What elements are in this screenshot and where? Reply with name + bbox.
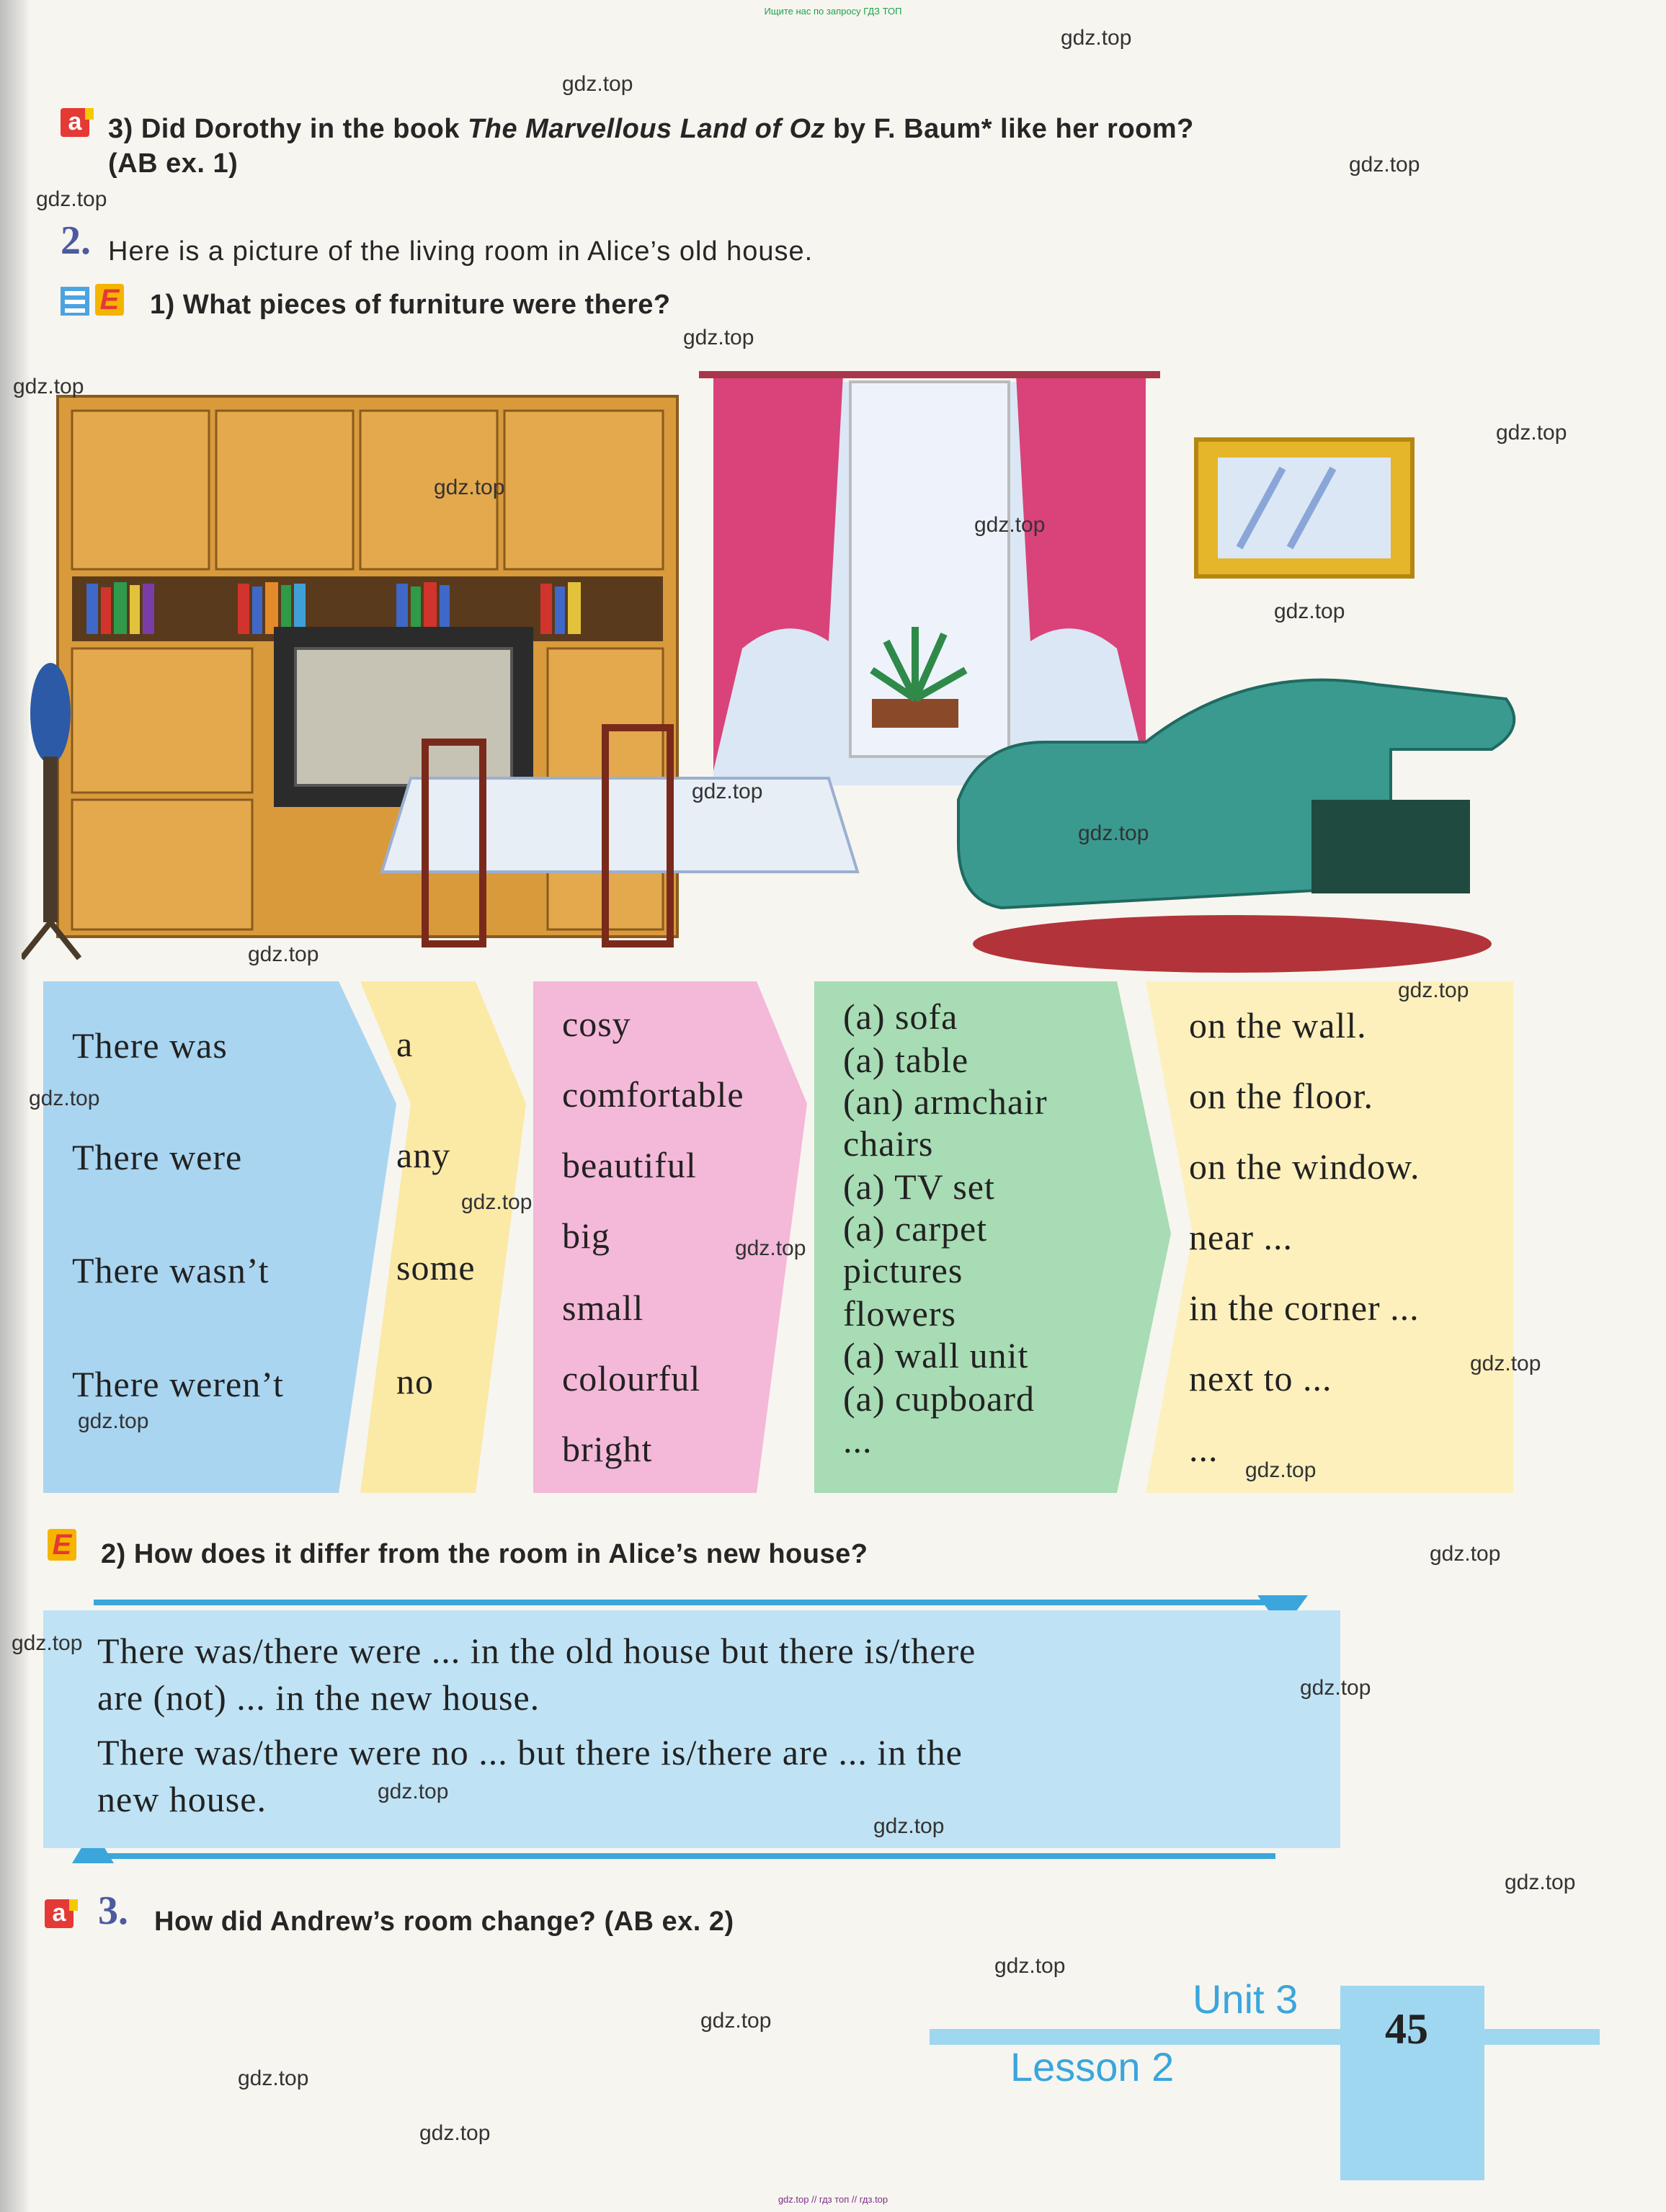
place-item: next to ...	[1189, 1358, 1332, 1399]
furniture-item: (a) TV set	[843, 1167, 995, 1207]
watermark: gdz.top	[735, 1236, 806, 1260]
list-icon	[61, 287, 89, 316]
furniture-item: (a) carpet	[843, 1208, 988, 1249]
watermark: gdz.top	[378, 1780, 449, 1803]
watermark: gdz.top	[1078, 821, 1149, 845]
living-room-illustration	[22, 339, 1556, 987]
top-note: Ищите нас по запросу ГДЗ ТОП	[764, 6, 902, 17]
determiner-some: some	[396, 1247, 476, 1288]
watermark: gdz.top	[12, 1631, 83, 1655]
watermark: gdz.top	[1398, 978, 1469, 1002]
place-item: on the window.	[1189, 1146, 1420, 1187]
watermark: gdz.top	[974, 513, 1046, 537]
furniture-item: (an) armchair	[843, 1082, 1048, 1122]
watermark: gdz.top	[700, 2009, 772, 2033]
place-item: near ...	[1189, 1217, 1293, 1257]
furniture-item: flowers	[843, 1293, 956, 1334]
watermark: gdz.top	[562, 72, 633, 96]
activity-book-icon: a	[45, 1899, 74, 1928]
table-column-determiner	[396, 981, 540, 1493]
footer-bar	[930, 2029, 1600, 2045]
unit-label: Unit 3	[1193, 1976, 1298, 2022]
activity-book-icon: a	[61, 108, 89, 137]
adjective-item: big	[562, 1216, 610, 1256]
exercise-2-question-1: 1) What pieces of furniture were there?	[150, 290, 671, 320]
phrase-there-were: There were	[72, 1137, 243, 1177]
watermark: gdz.top	[1300, 1676, 1371, 1700]
place-item: on the wall.	[1189, 1005, 1367, 1045]
watermark: gdz.top	[873, 1814, 945, 1838]
pattern-line-2: are (not) ... in the new house.	[97, 1677, 540, 1718]
watermark: gdz.top	[1274, 599, 1345, 623]
place-item: in the corner ...	[1189, 1288, 1420, 1328]
watermark: gdz.top	[29, 1087, 100, 1110]
adjective-item: colourful	[562, 1358, 701, 1399]
exercise-1-question-3	[108, 114, 1194, 145]
watermark: gdz.top	[1349, 153, 1420, 177]
watermark: gdz.top	[419, 2121, 491, 2145]
q3-label: 3) Did Dorothy in the book	[108, 114, 468, 144]
furniture-item: chairs	[843, 1123, 934, 1164]
determiner-no: no	[396, 1361, 434, 1401]
furniture-item: (a) cupboard	[843, 1378, 1035, 1419]
exercise-2-number: 2.	[61, 218, 91, 263]
place-item: ...	[1189, 1429, 1219, 1469]
furniture-item: (a) wall unit	[843, 1335, 1029, 1375]
lesson-label: Lesson 2	[1010, 2044, 1175, 2090]
watermark: gdz.top	[1496, 421, 1567, 445]
adjective-item: cosy	[562, 1004, 631, 1044]
table-column-place	[1189, 981, 1520, 1493]
table-column-furniture	[843, 981, 1146, 1493]
bottom-note: gdz.top // гдз топ // гдз.top	[778, 2194, 888, 2205]
adjective-item: beautiful	[562, 1145, 697, 1185]
adjective-item: bright	[562, 1429, 653, 1469]
furniture-item: (a) sofa	[843, 996, 958, 1037]
exercise-3-number: 3.	[98, 1888, 128, 1933]
watermark: gdz.top	[238, 2066, 309, 2090]
exercise-2-question-2: 2) How does it differ from the room in Alice’s new house?	[101, 1539, 868, 1569]
q3-rest: by F. Baum* like her room?	[825, 114, 1194, 144]
watermark: gdz.top	[683, 326, 754, 349]
watermark: gdz.top	[1061, 26, 1132, 50]
watermark: gdz.top	[461, 1190, 533, 1214]
furniture-item: ...	[843, 1420, 873, 1460]
adjective-item: small	[562, 1288, 644, 1328]
exercise-1-ref: (AB ex. 1)	[108, 148, 239, 179]
page-number: 45	[1385, 2005, 1428, 2053]
phrase-there-was: There was	[72, 1025, 228, 1066]
pattern-box	[43, 1610, 1340, 1848]
watermark: gdz.top	[1245, 1458, 1317, 1482]
watermark: gdz.top	[78, 1409, 149, 1433]
speaking-icon: E	[95, 284, 124, 316]
phrase-there-wasnt: There wasn’t	[72, 1250, 270, 1290]
phrase-there-werent: There weren’t	[72, 1364, 284, 1404]
watermark: gdz.top	[994, 1954, 1066, 1978]
window-picture	[699, 375, 1160, 785]
watermark: gdz.top	[434, 476, 505, 499]
watermark: gdz.top	[13, 375, 84, 398]
watermark: gdz.top	[1505, 1870, 1576, 1894]
adjective-item: comfortable	[562, 1074, 744, 1115]
watermark: gdz.top	[248, 942, 319, 966]
book-title: The Marvellous Land of Oz	[468, 114, 826, 144]
picture-frame-picture	[1196, 440, 1412, 576]
watermark: gdz.top	[1470, 1352, 1541, 1375]
exercise-3-text: How did Andrew’s room change? (AB ex. 2)	[154, 1906, 734, 1937]
watermark: gdz.top	[1430, 1542, 1501, 1566]
pattern-line-3: There was/there were no ... but there is/there are ... in the	[97, 1732, 963, 1772]
determiner-any: any	[396, 1135, 451, 1175]
furniture-item: pictures	[843, 1250, 963, 1290]
pattern-line-1: There was/there were ... in the old house but there is/there	[97, 1631, 976, 1671]
place-item: on the floor.	[1189, 1076, 1374, 1116]
watermark: gdz.top	[692, 780, 763, 803]
speaking-icon: E	[48, 1529, 76, 1561]
exercise-2-text: Here is a picture of the living room in Alice’s old house.	[108, 236, 814, 267]
furniture-item: (a) table	[843, 1040, 969, 1080]
pattern-line-4: new house.	[97, 1779, 267, 1819]
watermark: gdz.top	[36, 187, 107, 211]
determiner-a: a	[396, 1024, 414, 1064]
